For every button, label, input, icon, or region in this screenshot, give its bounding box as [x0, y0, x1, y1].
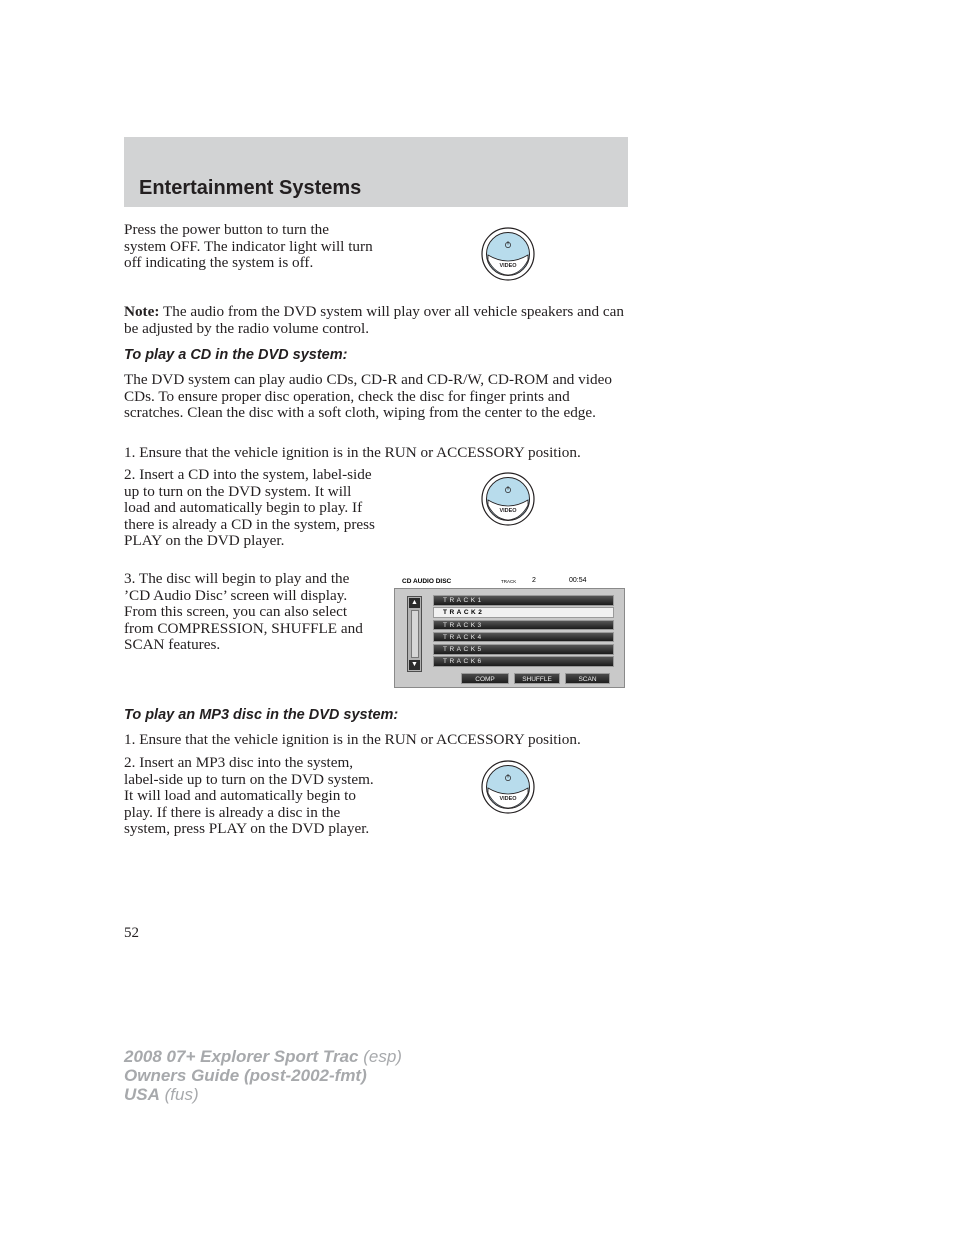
cd-audio-disc-screen [394, 575, 624, 687]
mp3-step-2: 2. Insert an MP3 disc into the system, label-side up to turn on the DVD system. It will load and automatically begin to play. If there is already a disc in the system, press PLAY on the DVD player. [124, 754, 374, 838]
scroll-down-arrow-icon[interactable]: ▼ [409, 660, 420, 670]
footer-line-1 [124, 1047, 402, 1066]
scroll-track[interactable] [411, 610, 419, 658]
mp3-step-1: 1. Ensure that the vehicle ignition is in the RUN or ACCESSORY position. [124, 731, 581, 748]
video-power-button-image [481, 760, 535, 814]
power-off-paragraph: Press the power button to turn the system OFF. The indicator light will turn off indicating the system is off. [124, 221, 373, 272]
document-footer [124, 1047, 402, 1104]
section-title: Entertainment Systems [139, 177, 362, 199]
cd-track-label: TRACK [501, 579, 517, 584]
note-label: Note: [124, 303, 160, 320]
cd-step-2: 2. Insert a CD into the system, label-side up to turn on the DVD system. It will load and automatically begin to play. If there is already a CD in the system, press PLAY on the DVD player. [124, 466, 375, 550]
note-paragraph [124, 304, 634, 337]
footer-model-code: (esp) [358, 1047, 402, 1066]
video-power-button-image [481, 472, 535, 526]
comp-button[interactable]: COMP [461, 673, 509, 684]
track-row[interactable]: TRACK6 [433, 656, 614, 667]
cd-scrollbar[interactable] [407, 596, 422, 672]
cd-screen-body [394, 588, 625, 688]
footer-line-2: Owners Guide (post-2002-fmt) [124, 1066, 367, 1085]
cd-control-buttons [461, 673, 623, 684]
section-header-band [124, 137, 628, 207]
track-row-selected[interactable]: TRACK2 [433, 607, 614, 618]
mp3-section-heading: To play an MP3 disc in the DVD system: [124, 707, 399, 723]
track-row[interactable]: TRACK3 [433, 620, 614, 631]
video-power-button-image [481, 227, 535, 281]
footer-market-code: (fus) [159, 1085, 199, 1104]
video-label: VIDEO [499, 263, 517, 269]
shuffle-button[interactable]: SHUFFLE [514, 673, 560, 684]
cd-section-heading: To play a CD in the DVD system: [124, 347, 348, 363]
note-text: The audio from the DVD system will play over all vehicle speakers and can be adjusted by the radio volume control. [124, 303, 624, 337]
cd-intro-paragraph: The DVD system can play audio CDs, CD-R and CD-R/W, CD-ROM and video CDs. To ensure proper disc operation, check the disc for finger prints and scratches. Clean the disc with a soft cloth, wiping from the center to the edge. [124, 371, 612, 422]
video-label: VIDEO [499, 508, 517, 514]
track-row[interactable]: TRACK1 [433, 595, 614, 606]
cd-track-list [433, 595, 614, 669]
cd-step-1: 1. Ensure that the vehicle ignition is in the RUN or ACCESSORY position. [124, 444, 581, 461]
scan-button[interactable]: SCAN [565, 673, 610, 684]
cd-step-3: 3. The disc will begin to play and the ’CD Audio Disc’ screen will display. From this screen, you can also select from COMPRESSION, SHUFFLE and SCAN features. [124, 570, 363, 654]
track-row[interactable]: TRACK4 [433, 632, 614, 643]
track-row[interactable]: TRACK5 [433, 644, 614, 655]
cd-elapsed-time: 00:54 [569, 577, 587, 584]
footer-line-3 [124, 1085, 402, 1104]
scroll-up-arrow-icon[interactable]: ▲ [409, 598, 420, 608]
cd-screen-title: CD AUDIO DISC [402, 578, 452, 585]
footer-model: 2008 07+ Explorer Sport Trac [124, 1047, 359, 1066]
cd-track-number: 2 [532, 577, 536, 584]
footer-market: USA [124, 1085, 160, 1104]
video-label: VIDEO [499, 796, 517, 802]
page-number: 52 [124, 925, 139, 941]
cd-screen-top-bar [394, 575, 624, 588]
